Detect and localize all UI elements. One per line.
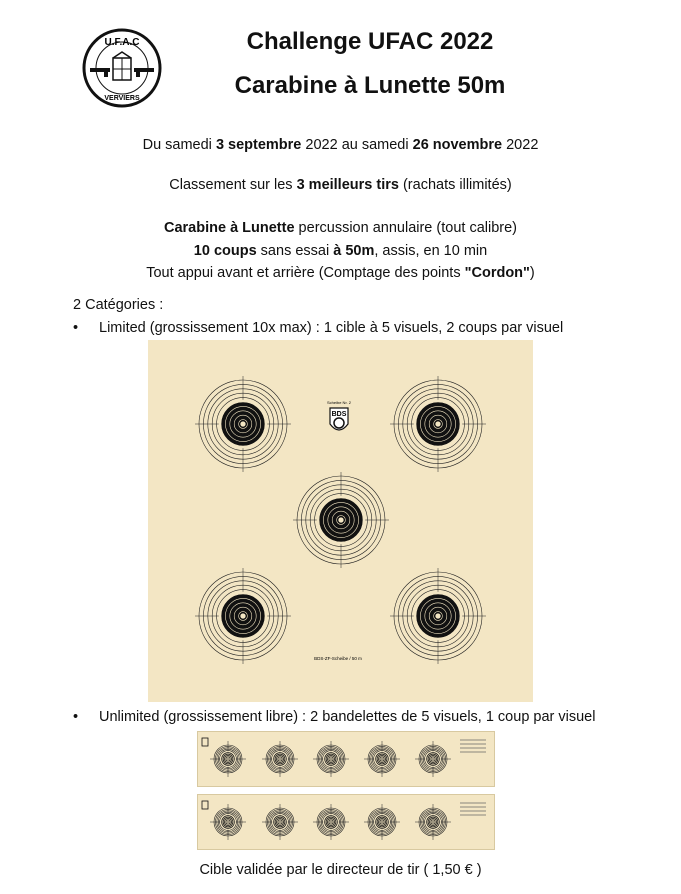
ufac-logo bbox=[82, 28, 162, 108]
target-visual bbox=[390, 376, 486, 472]
target-visual bbox=[313, 741, 349, 777]
dates-line: Du samedi 3 septembre 2022 au samedi 26 novembre 2022 bbox=[142, 137, 539, 153]
category-unlimited bbox=[73, 709, 673, 727]
target-visual bbox=[195, 376, 291, 472]
unlimited-strip-2 bbox=[197, 794, 495, 850]
target-footer-label: BDS-ZF-Scheibe / 50 m bbox=[314, 656, 362, 661]
target-visual bbox=[293, 472, 389, 568]
scheibe-label: Scheibe Nr. 2 bbox=[326, 400, 352, 405]
target-visual bbox=[210, 804, 246, 840]
target-visual bbox=[313, 804, 349, 840]
title-line-2: Carabine à Lunette 50m bbox=[234, 72, 506, 99]
strip-badge bbox=[202, 801, 208, 809]
bullet: • bbox=[73, 709, 79, 725]
target-visual bbox=[364, 804, 400, 840]
category-unlimited-text: Unlimited (grossissement libre) : 2 bandelettes de 5 visuels, 1 coup par visuel bbox=[99, 709, 596, 725]
target-visual bbox=[210, 741, 246, 777]
category-limited-text: Limited (grossissement 10x max) : 1 cible à 5 visuels, 2 coups par visuel bbox=[99, 320, 564, 336]
logo-text-top: U.F.A.C bbox=[104, 37, 140, 48]
rules-line-3: Tout appui avant et arrière (Comptage des points "Cordon") bbox=[146, 265, 535, 281]
ranking-line: Classement sur les 3 meilleurs tirs (rachats illimités) bbox=[169, 177, 512, 193]
bds-badge bbox=[330, 408, 348, 430]
rules-line-2: 10 coups sans essai à 50m, assis, en 10 min bbox=[193, 243, 488, 259]
bds-label: BDS bbox=[331, 411, 347, 418]
target-visual bbox=[415, 804, 451, 840]
limited-target-sheet bbox=[148, 340, 533, 702]
bullet: • bbox=[73, 320, 79, 336]
category-limited bbox=[73, 320, 673, 338]
unlimited-strip-1 bbox=[197, 731, 495, 787]
rules-line-1: Carabine à Lunette percussion annulaire (tout calibre) bbox=[164, 220, 517, 236]
target-visual bbox=[262, 804, 298, 840]
categories-heading: 2 Catégories : bbox=[73, 297, 164, 313]
footer-note: Cible validée par le directeur de tir ( 1,50 € ) bbox=[199, 862, 482, 878]
strip-badge bbox=[202, 738, 208, 746]
target-visual bbox=[415, 741, 451, 777]
target-visual bbox=[390, 568, 486, 664]
target-visual bbox=[262, 741, 298, 777]
logo-text-bottom: VERVIERS bbox=[104, 95, 140, 102]
target-visual bbox=[195, 568, 291, 664]
target-visual bbox=[364, 741, 400, 777]
title-line-1: Challenge UFAC 2022 bbox=[246, 28, 494, 55]
